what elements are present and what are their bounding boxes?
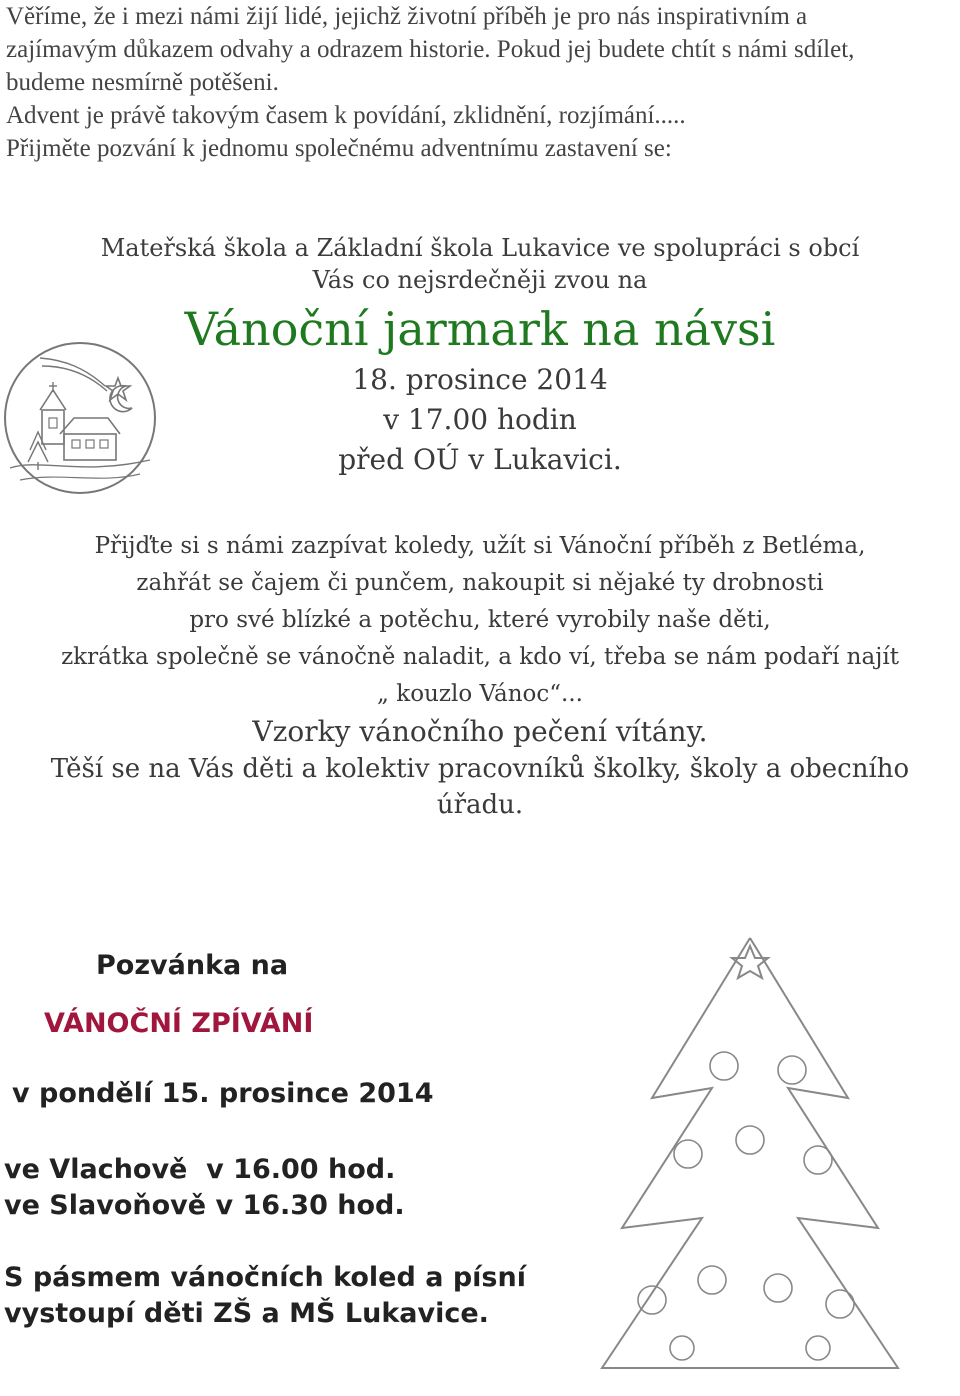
thanks-line: úřadu. xyxy=(436,790,524,820)
program-line: „ kouzlo Vánoc“... xyxy=(377,681,583,707)
singing-place: ve Vlachově v 16.00 hod. xyxy=(4,1154,396,1185)
baking-note: Vzorky vánočního pečení vítány. xyxy=(252,715,708,748)
intro-line: Věříme, že i mezi námi žijí lidé, jejichž životní příběh je pro nás inspirativním a xyxy=(6,3,808,30)
intro-line: Přijměte pozvání k jednomu společnému adventnímu zastavení se: xyxy=(6,135,672,162)
program-line: Přijďte si s námi zazpívat koledy, užít si Vánoční příběh z Betléma, xyxy=(94,533,866,559)
program-line: zkrátka společně se vánočně naladit, a kdo ví, třeba se nám podaří najít xyxy=(61,644,899,670)
thanks-line: Těší se na Vás děti a kolektiv pracovníků školky, školy a obecního xyxy=(50,754,910,784)
organizer-line: Mateřská škola a Základní škola Lukavice ve spolupráci s obcí xyxy=(100,234,860,262)
market-invitation xyxy=(0,232,960,480)
singing-place: ve Slavoňově v 16.30 hod. xyxy=(4,1190,405,1221)
program-line: pro své blízké a potěchu, které vyrobily naše děti, xyxy=(189,607,771,633)
singing-heading: Pozvánka na xyxy=(96,950,289,981)
intro-line: zajímavým důkazem odvahy a odrazem historie. Pokud jej budete chtít s námi sdílet, xyxy=(6,36,855,63)
invite-line: Vás co nejsrdečněji zvou na xyxy=(312,266,648,294)
market-place: před OÚ v Lukavici. xyxy=(338,443,622,476)
intro-text xyxy=(6,0,956,165)
intro-line: Advent je právě takovým časem k povídání, zklidnění, rozjímání..... xyxy=(6,102,686,129)
program-line: zahřát se čajem či punčem, nakoupit si nějaké ty drobnosti xyxy=(136,570,824,596)
market-date: 18. prosince 2014 xyxy=(352,363,608,396)
singing-performers: S pásmem vánočních koled a písní xyxy=(4,1262,526,1293)
singing-performers: vystoupí děti ZŠ a MŠ Lukavice. xyxy=(4,1298,489,1329)
program-text xyxy=(0,528,960,823)
market-time: v 17.00 hodin xyxy=(383,403,577,436)
intro-line: budeme nesmírně potěšeni. xyxy=(6,69,279,96)
singing-date: v pondělí 15. prosince 2014 xyxy=(12,1078,434,1109)
singing-title: VÁNOČNÍ ZPÍVÁNÍ xyxy=(44,1008,314,1039)
market-title: Vánoční jarmark na návsi xyxy=(184,302,776,356)
christmas-tree-drawing-icon xyxy=(592,928,908,1396)
